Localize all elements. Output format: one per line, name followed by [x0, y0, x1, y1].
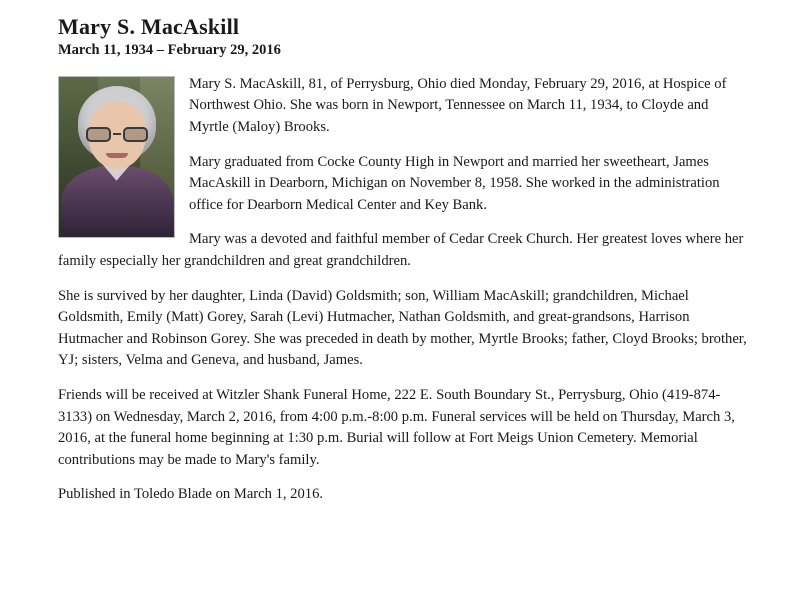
photo-subject-mouth: [106, 153, 128, 158]
eyeglasses-icon: [86, 127, 148, 143]
obituary-body: [58, 74, 748, 506]
life-dates: March 11, 1934 – February 29, 2016: [58, 42, 281, 59]
obituary-paragraph: Mary S. MacAskill, 81, of Perrysburg, Ohio died Monday, February 29, 2016, at Hospice of Northwest Ohio. She was born in Newport, Tennessee on March 11, 1934, to Cloyde and Myrtle (Maloy) Brooks.: [189, 75, 727, 135]
page-title: Mary S. MacAskill: [58, 14, 240, 39]
portrait-photo: [58, 76, 175, 238]
glasses-left-lens: [86, 127, 111, 142]
glasses-bridge: [113, 133, 121, 135]
obituary-paragraph: She is survived by her daughter, Linda (David) Goldsmith; son, William MacAskill; grandchildren, Michael Goldsmith, Emily (Matt) Gorey, Sarah (Levi) Hutmacher, Nathan Goldsmith, and great-grandsons, Harrison Hutmacher and Robinson Gorey. She was preceded in death by mother, Myrtle Brooks; father, Cloyd Brooks; brother, YJ; sisters, Velma and Geneva, and husband, James.: [58, 287, 747, 369]
glasses-right-lens: [123, 127, 148, 142]
obituary-paragraph: Friends will be received at Witzler Shank Funeral Home, 222 E. South Boundary St., Perrysburg, Ohio (419-874-3133) on Wednesday, March 2, 2016, from 4:00 p.m.-8:00 p.m. Funeral services will be held on Thursday, March 3, 2016, at the funeral home beginning at 1:30 p.m. Burial will follow at Fort Meigs Union Cemetery. Memorial contributions may be made to Mary's family.: [58, 386, 735, 468]
obituary-paragraph: Mary graduated from Cocke County High in Newport and married her sweetheart, James MacAskill in Dearborn, Michigan on November 8, 1958. She worked in the administration office for Dearborn Medical Center and Key Bank.: [189, 153, 720, 213]
publication-note: Published in Toledo Blade on March 1, 2016.: [58, 486, 324, 503]
obituary-paragraph: Mary was a devoted and faithful member of Cedar Creek Church. Her greatest loves where her family especially her grandchildren and great grandchildren.: [58, 231, 744, 269]
